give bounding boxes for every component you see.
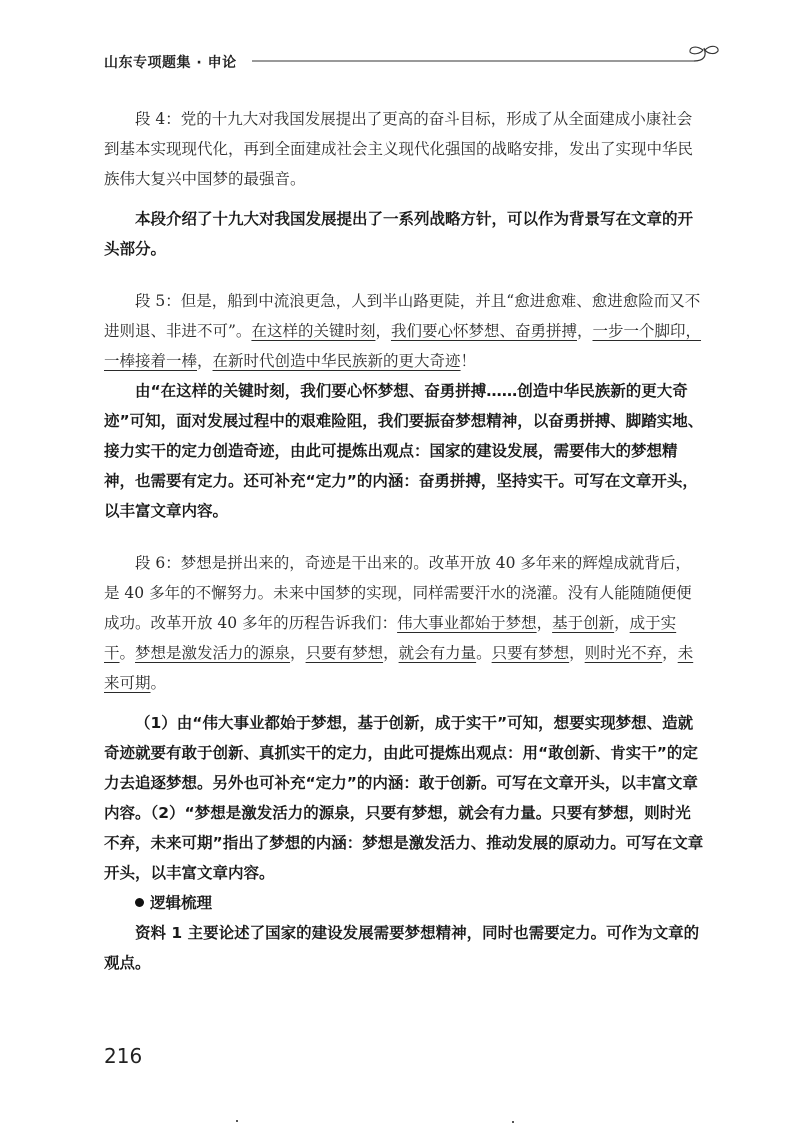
material-paragraph-5 (104, 286, 704, 376)
bullet-icon (135, 898, 144, 907)
p5-sep-3: ， (197, 352, 213, 370)
material-paragraph-4: 段 4：党的十九大对我国发展提出了更高的奋斗目标，形成了从全面建成小康社会到基本实现现代化，再到全面建成社会主义现代化强国的战略安排，发出了实现中华民族伟大复兴中国梦的最强音。 (104, 110, 694, 188)
p6-sep-5: ， (383, 644, 399, 662)
p6-sep-3: 。 (119, 644, 136, 662)
analysis-paragraph-5: 由“在这样的关键时刻，我们要心怀梦想、奋勇拼搏……创造中华民族新的更大奇迹”可知，面对发展过程中的艰难险阻，我们要振奋梦想精神，以奋勇拼搏、脚踏实地、接力实干的定力创造奇迹，由此可提炼出观点：国家的建设发展，需要伟大的梦想精神，也需要有定力。还可补充“定力”的内涵：奋勇拼搏，坚持实干。可写在文章开头，以丰富文章内容。 (104, 382, 704, 520)
material-paragraph-6 (104, 548, 704, 698)
sprout-leaf-left-icon (690, 47, 703, 54)
p6-underline-5: 只要有梦想 (305, 644, 384, 662)
p5-underline-4: 在新时代创造中华民族新的更大奇迹 (212, 352, 461, 370)
p5-underline-2: 我们要心怀梦想、奋勇拼搏 (390, 322, 577, 340)
p6-end: 。 (150, 674, 167, 692)
p6-sep-1: ， (536, 614, 553, 632)
analysis-paragraph-6: （1）由“伟大事业都始于梦想，基于创新，成于实干”可知，想要实现梦想、造就奇迹就要有敢于创新、真抓实干的定力，由此可提炼出观点：用“敢创新、肯实干”的定力去追逐梦想。另外也可补充“定力”的内涵：敢于创新。可写在文章开头，以丰富文章内容。（2）“梦想是激发活力的源泉，只要有梦想，就会有力量。只要有梦想，则时光不弃，未来可期”指出了梦想的内涵：梦想是激发活力、推动发展的原动力。可写在文章开头，以丰富文章内容。 (104, 714, 704, 882)
p6-underline-8: 则时光不弃 (584, 644, 663, 662)
p6-underline-7: 只要有梦想 (491, 644, 570, 662)
p5-end: ！ (460, 352, 477, 370)
p5-sep-2: ， (576, 322, 593, 340)
scan-speck (512, 1121, 514, 1123)
p6-underline-3: 成于实干 (104, 614, 677, 662)
p5-underline-1: 在这样的关键时刻 (251, 322, 376, 340)
p6-sep-6: 。 (476, 644, 492, 662)
p6-underline-6: 就会有力量 (398, 644, 477, 662)
page-number: 216 (104, 1044, 143, 1068)
p6-underline-2: 基于创新 (552, 614, 615, 632)
p6-underline-1: 伟大事业都始于梦想 (397, 614, 537, 632)
main-content (104, 104, 704, 978)
p6-sep-2: ， (614, 614, 630, 632)
p6-sep-8: ， (662, 644, 678, 662)
p5-plain-text: 段 5：但是，船到中流浪更急，人到半山路更陡，并且“愈进愈难、愈进愈险而又不进则退、非进不可”。 (104, 292, 701, 340)
running-head-title: 山东专项题集 · 申论 (104, 55, 237, 71)
logic-heading-text: 逻辑梳理 (150, 894, 213, 912)
p6-sep-4: ， (290, 644, 306, 662)
p6-sep-7: ， (569, 644, 585, 662)
logic-summary-paragraph: 资料 1 主要论述了国家的建设发展需要梦想精神，同时也需要定力。可作为文章的观点。 (104, 924, 700, 972)
p6-underline-4: 梦想是激发活力的源泉 (135, 644, 291, 662)
scan-speck (236, 1120, 238, 1122)
p5-underline-3: 一步一个脚印，一棒接着一棒 (104, 322, 702, 370)
p6-plain-text: 段 6：梦想是拼出来的，奇迹是干出来的。改革开放 40 多年来的辉煌成就背后，是 40 多年的不懈努力。未来中国梦的实现，同样需要汗水的浇灌。没有人能随随便便成功。改革开放 40 多年的历程告诉我们： (104, 554, 692, 632)
analysis-paragraph-4: 本段介绍了十九大对我国发展提出了一系列战略方针，可以作为背景写在文章的开头部分。 (104, 210, 694, 258)
sprout-leaf-right-icon (705, 46, 718, 53)
logic-section-heading (104, 888, 704, 918)
p5-sep-1: ， (375, 322, 391, 340)
header-rule-with-sprout (252, 44, 722, 74)
p6-underline-9: 未来可期 (104, 644, 694, 692)
